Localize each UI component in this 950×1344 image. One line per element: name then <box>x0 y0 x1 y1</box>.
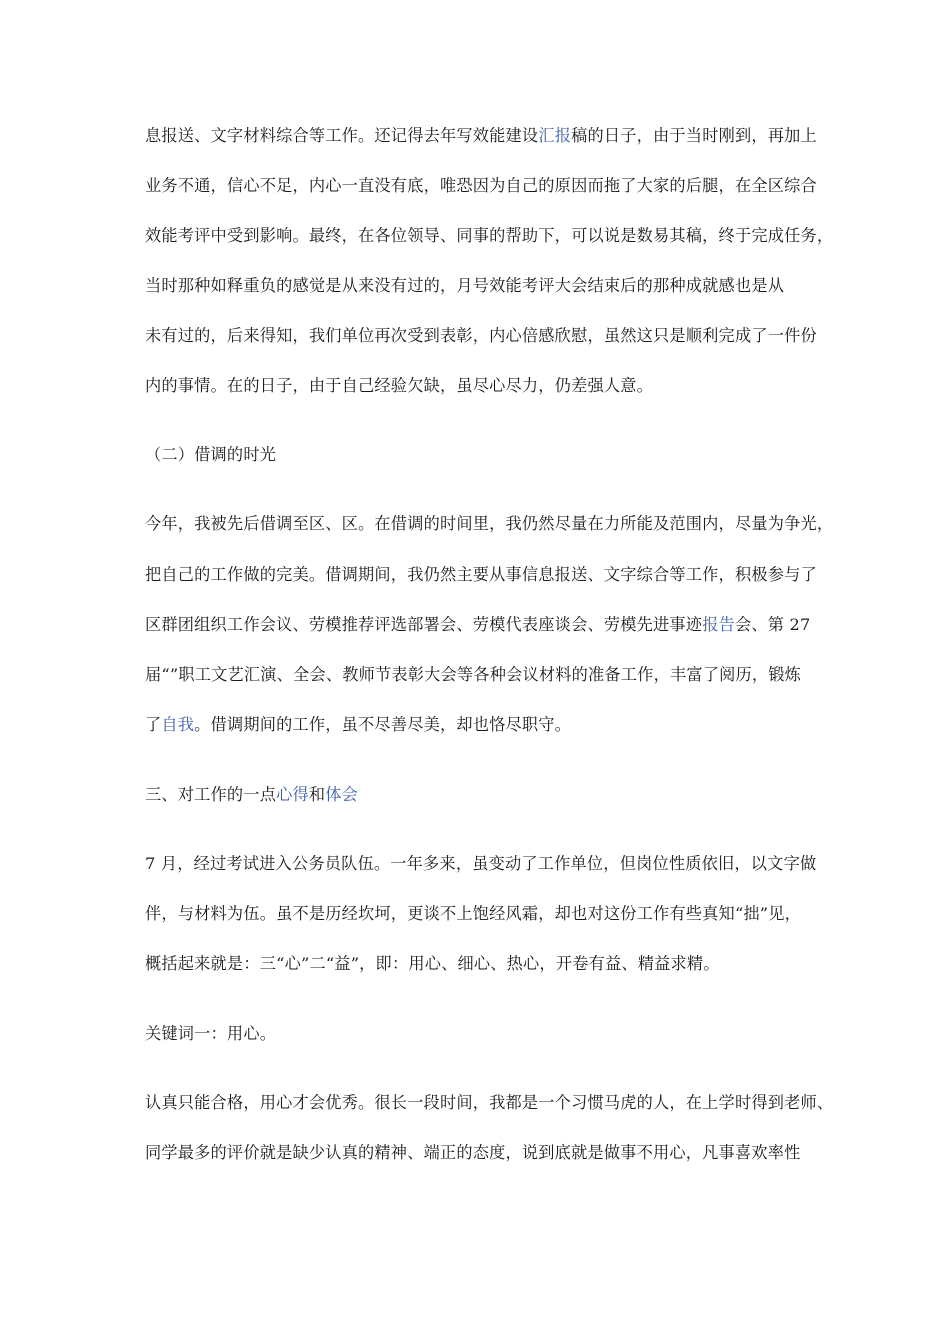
link-baogao[interactable]: 报告 <box>702 615 735 634</box>
text-segment: 把自己的工作做的完美。借调期间，我仍然主要从事信息报送、文字综合等工作，积极参与了 <box>145 565 817 584</box>
text-line-1 <box>145 124 815 148</box>
text-line-16 <box>145 1141 815 1165</box>
link-ziwo[interactable]: 自我 <box>161 715 195 734</box>
text-segment: 效能考评中受到影响。最终，在各位领导、同事的帮助下，可以说是数易其稿，终于完成任务， <box>145 226 834 245</box>
text-segment: 三、对工作的一点 <box>145 785 277 804</box>
text-line-6 <box>145 374 815 398</box>
text-line-9 <box>145 613 815 637</box>
text-segment: 区群团组织工作会议、劳模推荐评选部署会、劳模代表座谈会、劳模先进事迹 <box>145 615 703 634</box>
link-tihui[interactable]: 体会 <box>325 785 359 804</box>
text-segment: 内的事情。在的日子，由于自己经验欠缺，虽尽心尽力，仍差强人意。 <box>145 376 654 395</box>
text-line-5 <box>145 324 815 348</box>
text-line-2 <box>145 174 815 198</box>
text-line-8 <box>145 563 815 587</box>
text-line-10 <box>145 663 815 687</box>
text-segment: 了 <box>145 715 162 734</box>
text-line-11 <box>145 713 815 737</box>
text-segment: 届“”职工文艺汇演、全会、教师节表彰大会等各种会议材料的准备工作，丰富了阅历，锻炼 <box>145 665 802 684</box>
text-line-14 <box>145 952 815 976</box>
section-heading-3 <box>145 783 815 807</box>
text-segment: 业务不通，信心不足，内心一直没有底，唯恐因为自己的原因而拖了大家的后腿，在全区综合 <box>145 176 817 195</box>
text-segment: （二）借调的时光 <box>145 445 277 464</box>
text-line-12 <box>145 852 815 876</box>
link-xinde[interactable]: 心得 <box>276 785 309 804</box>
text-segment: 今年，我被先后借调至区、区。在借调的时间里，我仍然尽量在力所能及范围内，尽量为争光， <box>145 514 834 533</box>
text-segment: 概括起来就是：三“心”二“益”，即：用心、细心、热心，开卷有益、精益求精。 <box>145 954 720 973</box>
text-segment: 同学最多的评价就是缺少认真的精神、端正的态度，说到底就是做事不用心，凡事喜欢率性 <box>145 1143 801 1162</box>
text-segment: 7 月，经过考试进入公务员队伍。一年多来，虽变动了工作单位，但岗位性质依旧，以文字做 <box>145 854 817 873</box>
text-line-15 <box>145 1091 834 1115</box>
text-segment: 认真只能合格，用心才会优秀。很长一段时间，我都是一个习惯马虎的人，在上学时得到老师、 <box>145 1093 834 1112</box>
text-segment: 息报送、文字材料综合等工作。还记得去年写效能建设 <box>145 126 539 145</box>
section-heading-2 <box>145 443 815 467</box>
keyword-heading-1 <box>145 1022 815 1046</box>
text-segment: 未有过的，后来得知，我们单位再次受到表彰，内心倍感欣慰，虽然这只是顺利完成了一件份 <box>145 326 817 345</box>
text-segment: 。借调期间的工作，虽不尽善尽美，却也恪尽职守。 <box>194 715 572 734</box>
text-segment: 伴，与材料为伍。虽不是历经坎坷，更谈不上饱经风霜，却也对这份工作有些真知“拙”见， <box>145 904 802 923</box>
text-line-4 <box>145 274 815 298</box>
link-huibao[interactable]: 汇报 <box>538 126 572 145</box>
text-segment: 稿的日子，由于当时刚到，再加上 <box>571 126 817 145</box>
text-segment: 会、第 27 <box>734 615 811 634</box>
text-line-7 <box>145 512 834 536</box>
text-line-13 <box>145 902 815 926</box>
text-line-3 <box>145 224 834 248</box>
text-segment: 和 <box>308 785 326 804</box>
text-segment: 关键词一：用心。 <box>145 1024 277 1043</box>
text-segment: 当时那种如释重负的感觉是从来没有过的，月号效能考评大会结束后的那种成就感也是从 <box>145 276 785 295</box>
